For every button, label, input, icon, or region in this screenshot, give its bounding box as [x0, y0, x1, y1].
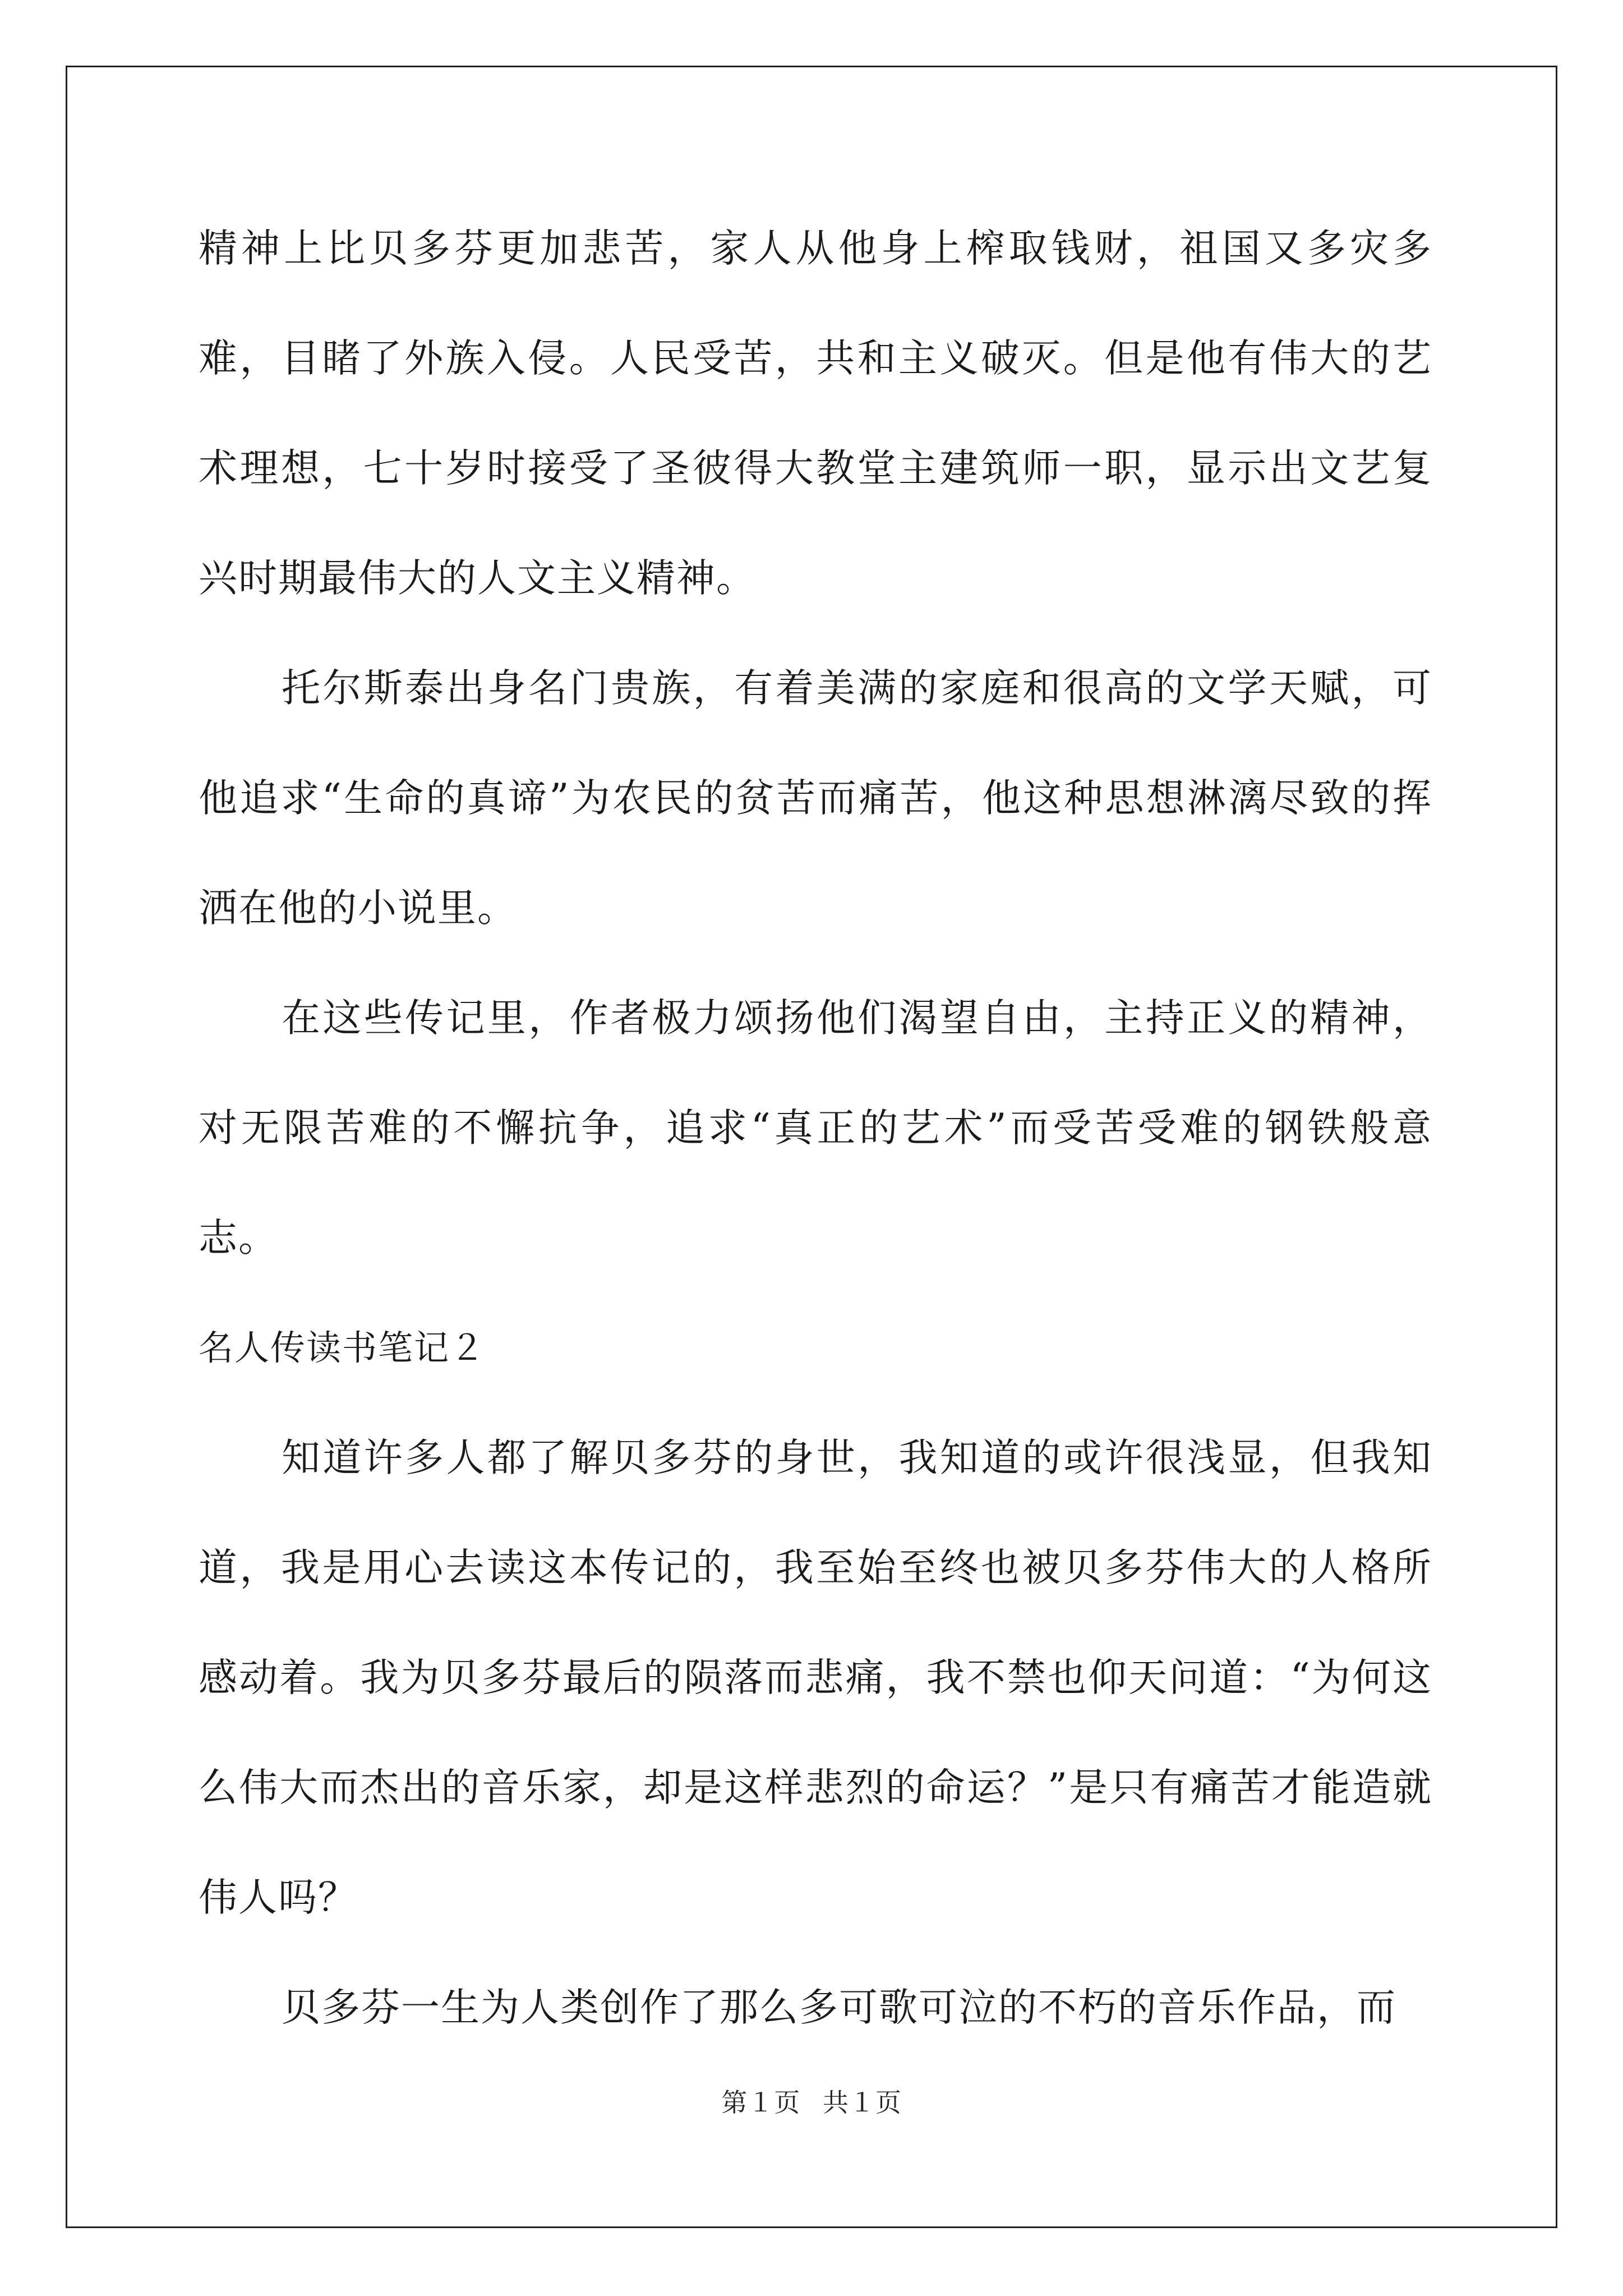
page-total: 共１页: [822, 2087, 902, 2118]
paragraph-tolstoy: 托尔斯泰出身名门贵族，有着美满的家庭和很高的文学天赋，可他追求“生命的真谛”为农民的贫苦而痛苦，他这种思想淋漓尽致的挥洒在他的小说里。: [199, 666, 1432, 931]
document-body: [199, 194, 1432, 2063]
page-footer: [0, 2082, 1623, 2119]
paragraph-continued: 精神上比贝多芬更加悲苦，家人从他身上榨取钱财，祖国又多灾多难，目睹了外族入侵。人民受苦，共和主义破灭。但是他有伟大的艺术理想，七十岁时接受了圣彼得大教堂主建筑师一职，显示出文艺复兴时期最伟大的人文主义精神。: [199, 226, 1432, 601]
section-heading: 名人传读书笔记２: [199, 1327, 486, 1368]
page-number: 第１页: [721, 2087, 801, 2118]
paragraph-beethoven-fate: 知道许多人都了解贝多芬的身世，我知道的或许很浅显，但我知道，我是用心去读这本传记的，我至始至终也被贝多芬伟大的人格所感动着。我为贝多芬最后的陨落而悲痛，我不禁也仰天问道：“为何这么伟大而杰出的音乐家，却是这样悲烈的命运？”是只有痛苦才能造就伟人吗？: [199, 1435, 1432, 1920]
paragraph-beethoven-works: 贝多芬一生为人类创作了那么多可歌可泣的不朽的音乐作品，而: [282, 1985, 1396, 2030]
paragraph-biographies: 在这些传记里，作者极力颂扬他们渴望自由，主持正义的精神，对无限苦难的不懈抗争，追求“真正的艺术”而受苦受难的钢铁般意志。: [199, 996, 1432, 1260]
